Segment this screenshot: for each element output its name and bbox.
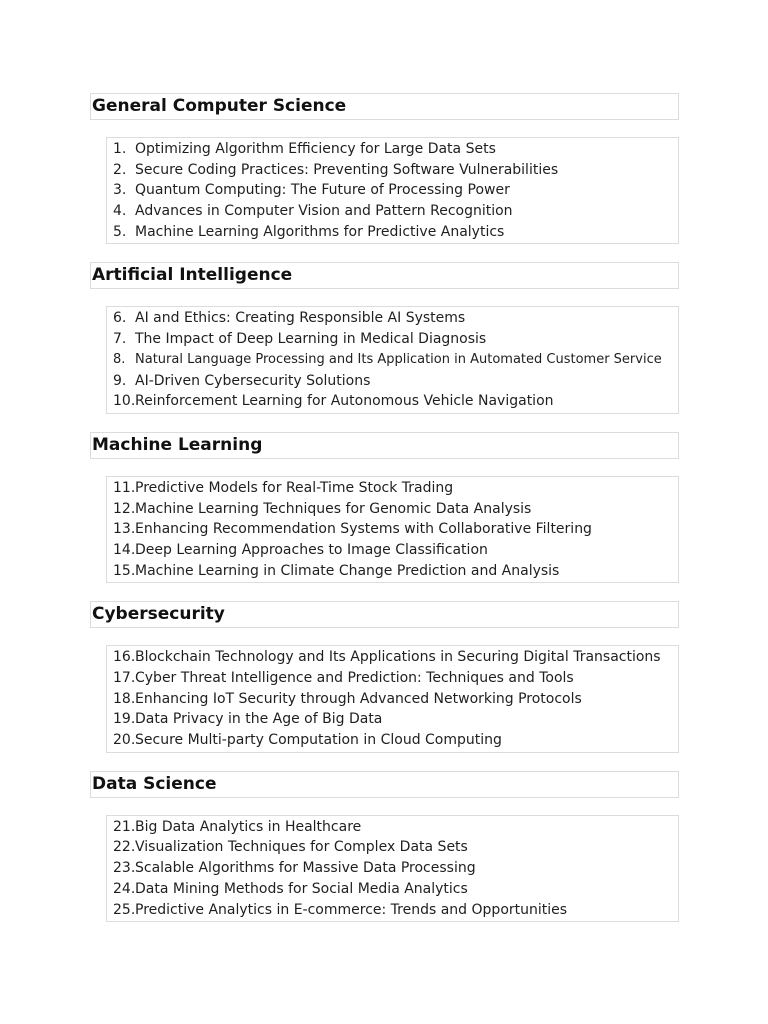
item-text: Secure Multi-party Computation in Cloud Computing [135,732,502,749]
list-item [113,900,678,921]
item-number: 3. [113,182,127,199]
item-text: Predictive Models for Real-Time Stock Trading [135,479,454,496]
topic-list [106,815,679,922]
topic-list [106,137,679,244]
item-number: 5. [113,223,127,240]
item-text: Cyber Threat Intelligence and Prediction: Techniques and Tools [135,670,574,686]
list-item [113,371,678,392]
item-number: 21. [113,818,136,835]
list-item [113,329,678,350]
item-text: AI-Driven Cybersecurity Solutions [135,372,371,389]
item-number: 6. [113,310,127,327]
item-text: Deep Learning Approaches to Image Classification [135,541,488,558]
section-heading: General Computer Science [90,93,679,120]
item-number: 7. [113,331,127,348]
item-number: 25. [113,901,136,918]
item-number: 13. [113,521,136,538]
item-number: 24. [113,880,136,897]
item-text: Machine Learning Techniques for Genomic Data Analysis [135,500,532,517]
list-item [113,837,678,858]
list-item [113,647,678,668]
item-number: 18. [113,690,136,707]
list-item [113,180,678,201]
section-machine-learning [90,432,679,583]
list-item [113,668,678,689]
topic-list [106,476,679,583]
item-number: 19. [113,711,136,728]
item-number: 1. [113,141,127,157]
section-data-science [90,771,679,922]
list-item [113,160,678,181]
item-number: 15. [113,562,136,579]
item-number: 17. [113,670,136,686]
list-item [113,308,678,329]
item-number: 8. [113,351,126,367]
list-item [113,222,678,243]
list-item [113,519,678,540]
list-item [113,561,678,582]
item-number: 16. [113,649,136,666]
list-item [113,817,678,838]
item-number: 11. [113,479,136,496]
list-item [113,879,678,900]
item-text: The Impact of Deep Learning in Medical Diagnosis [135,331,487,348]
item-text: Advances in Computer Vision and Pattern Recognition [135,203,513,220]
list-item [113,499,678,520]
section-heading: Data Science [90,771,679,798]
section-heading: Cybersecurity [90,601,679,628]
list-item [113,858,678,879]
topic-list [106,645,679,752]
item-text: Blockchain Technology and Its Applications in Securing Digital Transactions [135,649,661,666]
document-page [90,93,679,940]
item-number: 10. [113,393,136,410]
section-general-computer-science [90,93,679,244]
item-text: Reinforcement Learning for Autonomous Vehicle Navigation [135,393,554,410]
item-text: Predictive Analytics in E-commerce: Trends and Opportunities [135,901,568,918]
section-heading: Artificial Intelligence [90,262,679,289]
item-number: 14. [113,541,136,558]
section-cybersecurity [90,601,679,752]
list-item [113,201,678,222]
section-heading: Machine Learning [90,432,679,459]
list-item [113,478,678,499]
item-number: 12. [113,500,136,517]
topic-list [106,306,679,413]
item-number: 2. [113,161,127,178]
item-number: 23. [113,860,136,877]
item-number: 22. [113,839,136,856]
item-number: 4. [113,203,127,220]
item-text: Big Data Analytics in Healthcare [135,818,362,835]
item-text: Scalable Algorithms for Massive Data Processing [135,860,476,877]
item-text: Quantum Computing: The Future of Processing Power [135,182,510,199]
item-text: Enhancing IoT Security through Advanced Networking Protocols [135,690,582,707]
item-text: Machine Learning in Climate Change Prediction and Analysis [135,562,560,579]
item-text: Secure Coding Practices: Preventing Software Vulnerabilities [135,161,559,178]
list-item [113,391,678,412]
item-number: 20. [113,732,136,749]
section-artificial-intelligence [90,262,679,413]
list-item [113,709,678,730]
item-text: Data Mining Methods for Social Media Analytics [135,880,468,897]
item-number: 9. [113,372,127,389]
item-text: Data Privacy in the Age of Big Data [135,711,383,728]
item-text: Machine Learning Algorithms for Predictive Analytics [135,223,505,240]
item-text: Visualization Techniques for Complex Data Sets [135,839,468,856]
list-item [113,139,678,160]
item-text: Natural Language Processing and Its Application in Automated Customer Service [135,351,662,367]
list-item [113,540,678,561]
list-item [113,350,678,371]
item-text: Optimizing Algorithm Efficiency for Large Data Sets [135,141,496,157]
list-item [113,730,678,751]
item-text: Enhancing Recommendation Systems with Collaborative Filtering [135,521,592,538]
item-text: AI and Ethics: Creating Responsible AI Systems [135,310,466,327]
list-item [113,689,678,710]
